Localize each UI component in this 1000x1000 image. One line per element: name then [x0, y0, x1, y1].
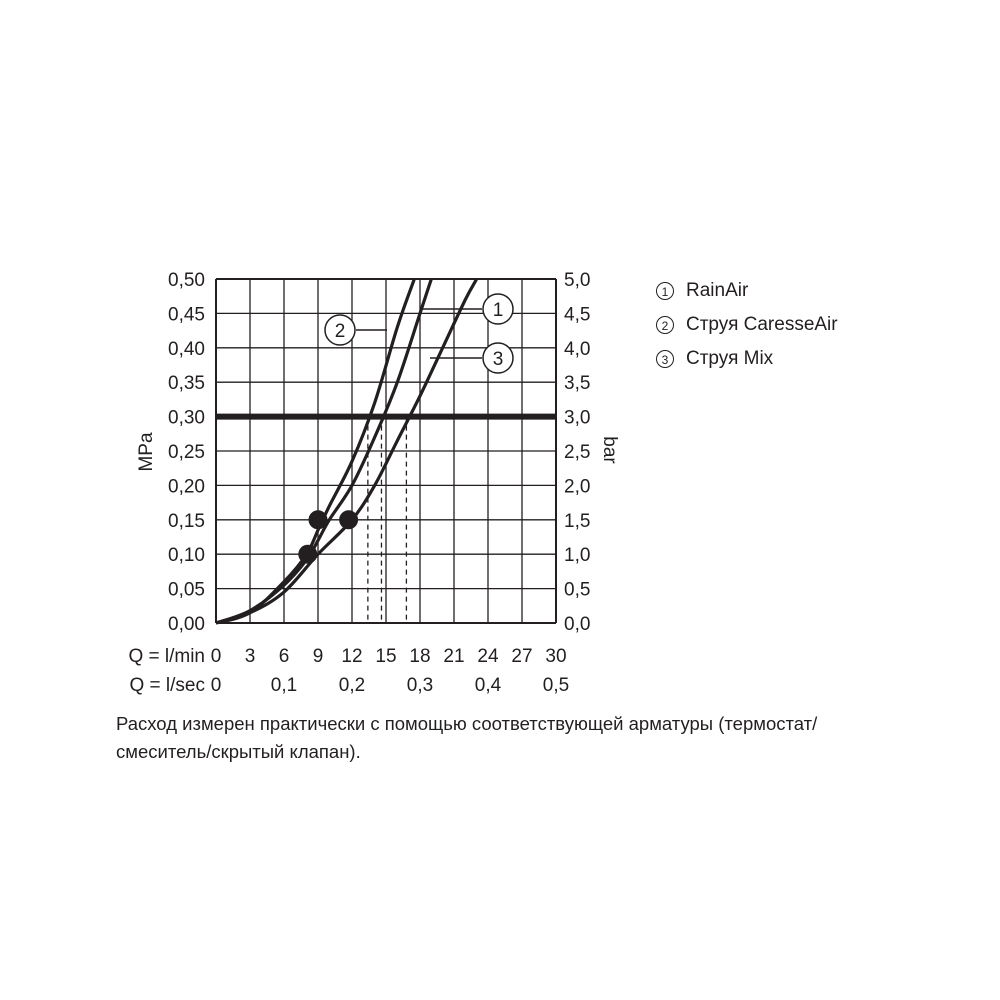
x-secondary-tick-label: 0,5	[542, 675, 570, 696]
data-marker	[309, 510, 328, 529]
y-left-tick-label: 0,45	[168, 304, 205, 326]
y-left-tick-label: 0,40	[168, 338, 205, 360]
y-right-tick-label: 5,0	[564, 270, 591, 291]
note-line-2: смеситель/скрытый клапан).	[116, 741, 361, 762]
y-right-tick-label: 4,5	[564, 304, 591, 326]
legend-label: RainAir	[686, 280, 749, 301]
y-right-tick-label: 1,5	[564, 510, 591, 532]
callout-number: 1	[492, 300, 504, 321]
y-left-tick-label: 0,10	[168, 545, 205, 567]
y-left-axis-label: MPa	[136, 432, 157, 472]
y-left-tick-label: 0,50	[168, 270, 205, 291]
y-left-tick-label: 0,05	[168, 579, 205, 601]
legend-number: 1	[656, 282, 674, 300]
x-primary-tick-label: 12	[341, 646, 363, 667]
x-primary-tick-label: 21	[443, 646, 465, 667]
y-left-tick-label: 0,30	[168, 407, 205, 429]
legend-label: Струя Mix	[686, 348, 774, 369]
legend-item-mix	[656, 342, 838, 376]
x-primary-tick-label: 6	[278, 646, 290, 667]
x-secondary-tick-label: 0	[210, 675, 222, 696]
y-right-tick-label: 2,5	[564, 442, 591, 463]
data-markers	[298, 510, 358, 563]
note-line-1: Расход измерен практически с помощью соответствующей арматуры (термостат/	[116, 713, 818, 734]
x-primary-tick-label: 0	[210, 646, 222, 667]
measurement-note	[116, 710, 936, 766]
y-left-tick-label: 0,20	[168, 476, 205, 498]
legend-number: 3	[656, 350, 674, 368]
y-right-tick-label: 1,0	[564, 545, 591, 567]
x-primary-tick-label: 18	[409, 646, 431, 667]
legend-item-rainair	[656, 274, 838, 308]
x-primary-tick-label: 27	[511, 646, 533, 667]
legend-number: 2	[656, 316, 674, 334]
y-right-tick-label: 0,5	[564, 579, 591, 601]
y-right-tick-label: 3,5	[564, 373, 591, 395]
data-marker	[298, 545, 317, 564]
x-primary-tick-label: 9	[312, 646, 324, 667]
x-primary-tick-label: 30	[545, 646, 567, 667]
x-secondary-tick-label: 0,1	[270, 675, 298, 696]
y-right-tick-label: 4,0	[564, 338, 591, 360]
x-secondary-tick-label: 0,3	[406, 675, 434, 696]
x-secondary-tick-label: 0,2	[338, 675, 366, 696]
callout-number: 2	[334, 321, 346, 342]
y-left-tick-label: 0,00	[168, 614, 205, 635]
y-left-tick-label: 0,15	[168, 510, 205, 532]
legend-label: Струя CaresseAir	[686, 314, 838, 335]
legend-item-caresseair	[656, 308, 838, 342]
y-right-tick-label: 0,0	[564, 614, 591, 635]
legend	[656, 274, 838, 376]
y-right-axis-label: bar	[599, 436, 620, 464]
y-right-tick-label: 3,0	[564, 407, 591, 429]
callout-number: 3	[492, 349, 504, 370]
x-primary-axis-label: Q = l/min	[128, 646, 205, 667]
data-marker	[339, 510, 358, 529]
x-secondary-axis-label: Q = l/sec	[129, 675, 205, 696]
x-secondary-tick-label: 0,4	[474, 675, 502, 696]
y-left-tick-label: 0,25	[168, 442, 205, 463]
x-primary-tick-label: 24	[477, 646, 499, 667]
x-primary-tick-label: 15	[375, 646, 397, 667]
x-primary-tick-label: 3	[244, 646, 256, 667]
y-right-tick-label: 2,0	[564, 476, 591, 498]
y-left-tick-label: 0,35	[168, 373, 205, 395]
callouts	[325, 294, 513, 373]
